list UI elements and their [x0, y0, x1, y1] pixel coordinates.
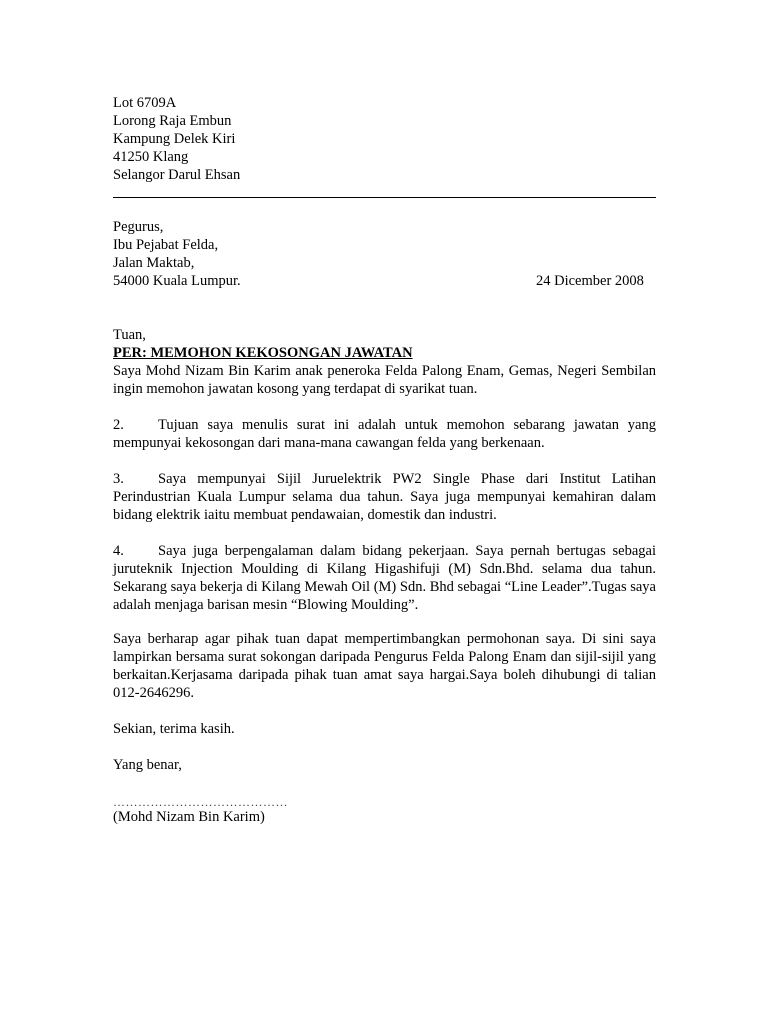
sender-line: Selangor Darul Ehsan [113, 167, 241, 183]
sender-line: Lot 6709A [113, 95, 177, 111]
paragraph-number: 4. [113, 543, 124, 559]
recipient-line: Jalan Maktab, [113, 255, 195, 271]
paragraph-text: Saya berharap agar pihak tuan dapat mempertimbangkan permohonan saya. Di sini saya lampirkan bersama surat sokongan daripada Pengurus Felda Palong Enam dan sijil-sijil yang berkaitan.Kerjasama daripada pihak tuan amat saya hargai.Saya boleh dihubungi di talian 012-2646296. [113, 631, 656, 701]
intro-paragraph [113, 362, 656, 398]
sender-line: Kampung Delek Kiri [113, 131, 236, 147]
closing-thanks: Sekian, terima kasih. [113, 721, 235, 737]
sender-line: 41250 Klang [113, 149, 189, 165]
header-divider [113, 197, 656, 198]
paragraph-number: 2. [113, 417, 124, 433]
paragraph-number: 3. [113, 471, 124, 487]
recipient-line: 54000 Kuala Lumpur. [113, 273, 241, 289]
paragraph-5 [113, 630, 656, 702]
sender-line: Lorong Raja Embun [113, 113, 232, 129]
salutation: Tuan, [113, 327, 146, 343]
recipient-line: Ibu Pejabat Felda, [113, 237, 219, 253]
signature-line: …………………………………… [113, 795, 288, 809]
paragraph-2 [113, 416, 656, 452]
paragraph-3 [113, 470, 656, 524]
recipient-line: Pegurus, [113, 219, 164, 235]
letter-date: 24 Dicember 2008 [536, 273, 644, 289]
intro-text: Saya Mohd Nizam Bin Karim anak peneroka Felda Palong Enam, Gemas, Negeri Sembilan ingin memohon jawatan kosong yang terdapat di syarikat tuan. [113, 363, 656, 397]
paragraph-text: Tujuan saya menulis surat ini adalah untuk memohon sebarang jawatan yang mempunyai kekosongan dari mana-mana cawangan felda yang berkenaan. [113, 417, 656, 451]
paragraph-text: Saya mempunyai Sijil Juruelektrik PW2 Single Phase dari Institut Latihan Perindustrian Kuala Lumpur selama dua tahun. Saya juga mempunyai kemahiran dalam bidang elektrik iaitu membuat pendawaian, domestik dan industri. [113, 471, 656, 523]
paragraph-4 [113, 542, 656, 614]
sign-off: Yang benar, [113, 757, 182, 773]
signatory-name: (Mohd Nizam Bin Karim) [113, 809, 265, 825]
letter-subject: PER: MEMOHON KEKOSONGAN JAWATAN [113, 345, 413, 361]
paragraph-text: Saya juga berpengalaman dalam bidang pekerjaan. Saya pernah bertugas sebagai juruteknik Injection Moulding di Kilang Higashifuji (M) Sdn.Bhd. selama dua tahun. Sekarang saya bekerja di Kilang Mewah Oil (M) Sdn. Bhd sebagai “Line Leader”.Tugas saya adalah menjaga barisan mesin “Blowing Moulding”. [113, 543, 656, 613]
sender-address [113, 94, 656, 184]
